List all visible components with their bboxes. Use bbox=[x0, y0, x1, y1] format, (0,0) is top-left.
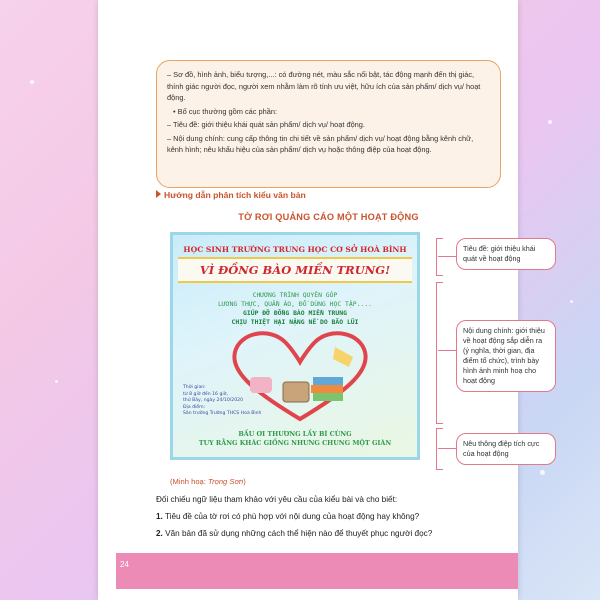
flyer-illustration bbox=[170, 232, 420, 460]
box-line-title: – Tiêu đề: giới thiệu khái quát sản phẩm/ dịch vụ/ hoạt động. bbox=[167, 120, 365, 129]
note-content: Nội dung chính: giới thiệu về hoạt động sắp diễn ra (ý nghĩa, thời gian, địa điểm tổ chức), trình bày hình ảnh minh hoạ cho hoạt động bbox=[456, 320, 556, 392]
flyer-place-label: Địa điểm: bbox=[183, 404, 206, 410]
note-title: Tiêu đề: giới thiệu khái quát về hoạt động bbox=[456, 238, 556, 270]
flyer-program-3: GIÚP ĐỠ ĐỒNG BÀO MIỀN TRUNG bbox=[243, 309, 347, 317]
flyer-time-date: thứ Bảy, ngày 24/10/2020 bbox=[183, 398, 243, 404]
question-2-number: 2. bbox=[156, 529, 163, 538]
flyer-place: Sân trường Trường THCS Hoà Bình bbox=[183, 411, 262, 417]
sparkle bbox=[540, 470, 545, 475]
box-line-layout: • Bố cục thường gồm các phần: bbox=[173, 106, 277, 116]
flyer-slogan-2: TUY RẰNG KHÁC GIỐNG NHƯNG CHUNG MỘT GIÀN bbox=[198, 439, 392, 447]
question-2-text: Văn bản đã sử dụng những cách thể hiện nào để thuyết phục người đọc? bbox=[165, 529, 433, 538]
flyer-slogan-1: BẦU ƠI THƯƠNG LẤY BÍ CÙNG bbox=[238, 430, 352, 438]
bracket-title bbox=[436, 238, 443, 276]
caption-author: Trọng Sơn bbox=[208, 477, 244, 486]
flyer-program-2: LƯƠNG THỰC, QUẦN ÁO, ĐỒ DÙNG HỌC TẬP.... bbox=[218, 300, 372, 308]
question-1-number: 1. bbox=[156, 512, 163, 521]
flyer-banner: VÌ ĐỒNG BÀO MIỀN TRUNG! bbox=[178, 257, 412, 283]
flyer-slogan bbox=[173, 430, 417, 448]
connector-line bbox=[438, 256, 456, 257]
flyer-program-4: CHỊU THIỆT HẠI NẶNG NỀ DO BÃO LŨI bbox=[231, 318, 359, 326]
caption-prefix: (Minh hoạ: bbox=[170, 477, 208, 486]
sparkle bbox=[30, 80, 34, 84]
connector-line bbox=[438, 448, 456, 449]
question-1-text: Tiêu đề của tờ rơi có phù hợp với nội dung của hoạt động hay không? bbox=[164, 512, 420, 521]
bracket-message bbox=[436, 428, 443, 470]
flyer-info bbox=[183, 385, 261, 418]
connector-line bbox=[438, 350, 456, 351]
document-title: TỜ RƠI QUẢNG CÁO MỘT HOẠT ĐỘNG bbox=[238, 212, 419, 222]
info-box bbox=[156, 60, 501, 188]
bracket-content bbox=[436, 282, 443, 424]
questions-intro: Đối chiếu ngữ liệu tham khảo với yêu cầu của kiểu bài và cho biết: bbox=[156, 495, 398, 504]
box-line-diagrams: – Sơ đồ, hình ảnh, biểu tượng,...: có đường nét, màu sắc nổi bật, tác động mạnh đến thị giác, thính giác người đọc, người xem nhằm làm rõ tính ưu việt, hữu ích của sản phẩm/ dịch vụ/ hoạt động. bbox=[167, 70, 481, 102]
question-1 bbox=[156, 512, 419, 521]
question-2 bbox=[156, 529, 432, 538]
caption-suffix: ) bbox=[243, 477, 246, 486]
flyer-school: HỌC SINH TRƯỜNG TRUNG HỌC CƠ SỞ HOÀ BÌNH bbox=[183, 245, 407, 254]
page-footer-band bbox=[116, 553, 518, 589]
sparkle bbox=[570, 300, 573, 303]
flyer-time-hours: từ 8 giờ đến 16 giờ, bbox=[183, 391, 228, 397]
note-message: Nêu thông điệp tích cực của hoạt động bbox=[456, 433, 556, 465]
section-title bbox=[156, 190, 306, 200]
flyer-time-label: Thời gian: bbox=[183, 385, 206, 390]
sparkle bbox=[55, 380, 58, 383]
box-line-content: – Nội dung chính: cung cấp thông tin chi tiết về sản phẩm/ dịch vụ/ hoạt động bằng kênh chữ, kênh hình; nêu khẩu hiệu của sản phẩm/ dịch vụ hoặc thông điệp của hoạt động. bbox=[167, 133, 474, 154]
triangle-icon bbox=[156, 190, 161, 198]
page-number: 24 bbox=[120, 560, 129, 569]
section-title-text: Hướng dẫn phân tích kiểu văn bản bbox=[164, 190, 306, 200]
flyer-program-1: CHƯƠNG TRÌNH QUYÊN GÓP bbox=[252, 291, 338, 299]
textbook-page bbox=[98, 0, 545, 600]
sparkle bbox=[548, 120, 552, 124]
illustration-caption bbox=[170, 477, 246, 486]
